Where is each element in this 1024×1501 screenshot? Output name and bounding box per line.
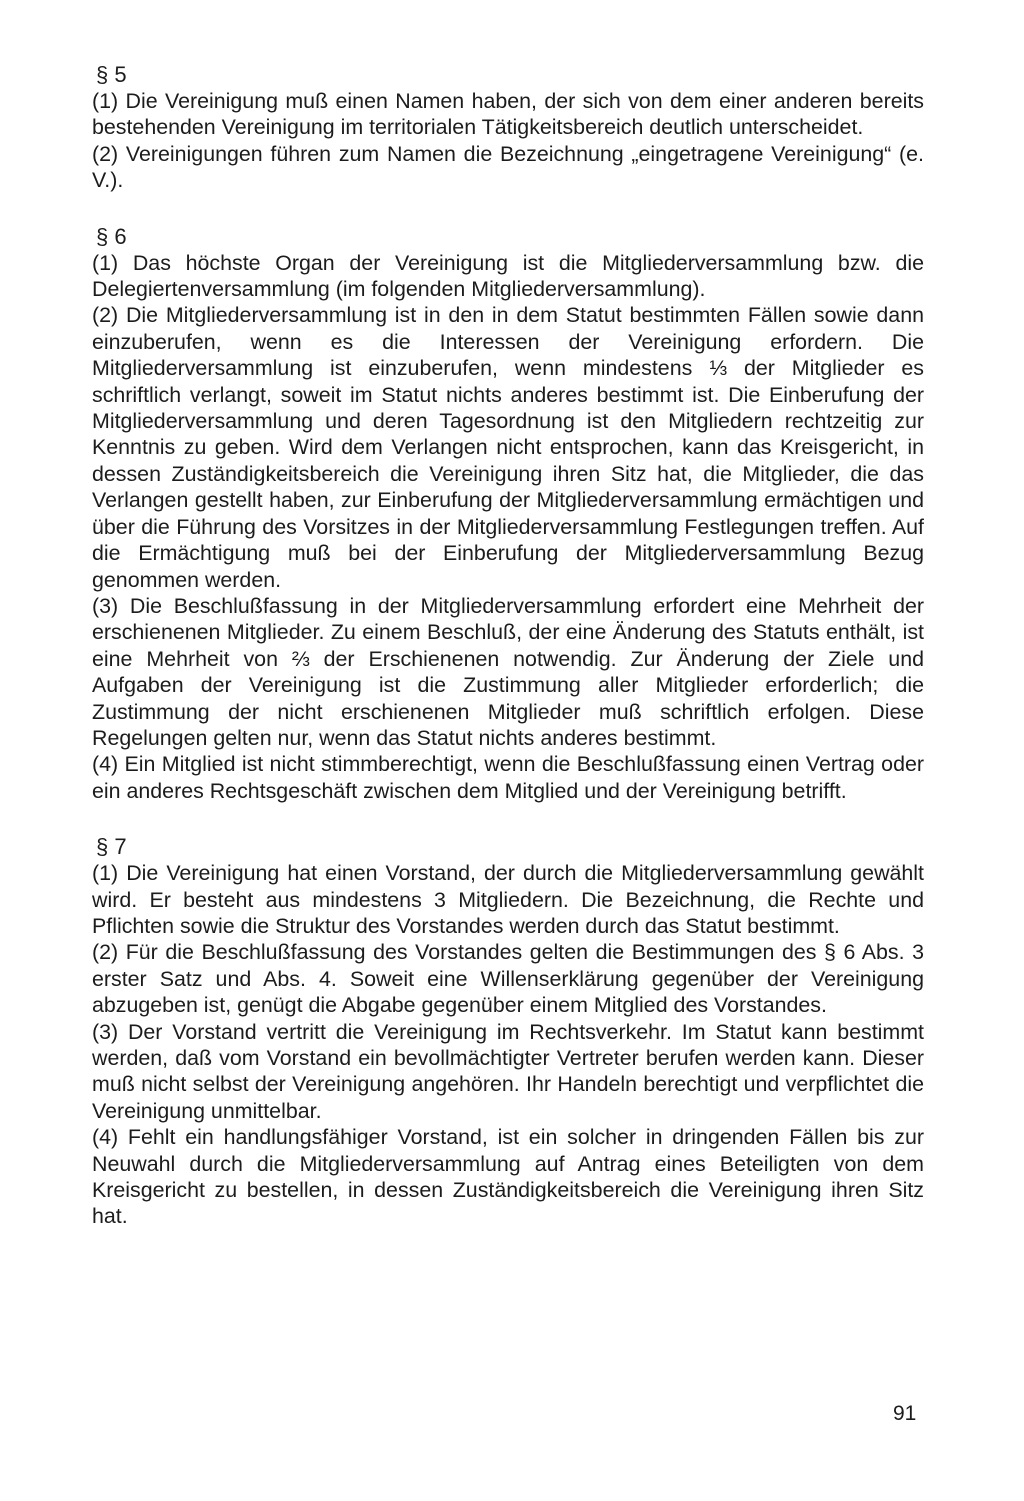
section-6 xyxy=(92,224,924,805)
section-heading: § 5 xyxy=(96,62,127,87)
paragraph: (3) Die Beschlußfassung in der Mitgliederversammlung erfordert eine Mehrheit der erschienenen Mitglieder. Zu einem Beschluß, der eine Änderung des Statuts enthält, ist eine Mehrheit von ⅔ der Erschienenen notwendig. Zur Änderung der Ziele und Aufgaben der Vereinigung ist die Zustimmung aller Mitglieder erforderlich; die Zustimmung der nicht erschienenen Mitglieder muß schriftlich erfolgen. Diese Regelungen gelten nur, wenn das Statut nichts anderes bestimmt. xyxy=(92,593,924,750)
section-7 xyxy=(92,834,924,1230)
document-page xyxy=(92,62,924,1260)
paragraph: (1) Die Vereinigung hat einen Vorstand, der durch die Mitgliederversammlung gewählt wird. Er besteht aus mindestens 3 Mitgliedern. Die Bezeichnung, die Rechte und Pflichten sowie die Struktur des Vorstandes werden durch das Statut bestimmt. xyxy=(92,861,924,938)
paragraph: (2) Die Mitgliederversammlung ist in den in dem Statut bestimmten Fällen sowie dann einzuberufen, wenn es die Interessen der Vereinigung erfordern. Die Mitgliederversammlung ist einzuberufen, wenn mindestens ⅓ der Mitglieder es schriftlich verlangt, soweit im Statut nichts anderes bestimmt ist. Die Einberufung der Mitgliederversammlung und deren Tagesordnung ist den Mitgliedern rechtzeitig zur Kenntnis zu geben. Wird dem Verlangen nicht entsprochen, kann das Kreisgericht, in dessen Zuständigkeitsbereich die Vereinigung ihren Sitz hat, die Mitglieder, die das Verlangen gestellt haben, zur Einberufung der Mitgliederversammlung ermächtigen und über die Führung des Vorsitzes in der Mitgliederversammlung Festlegungen treffen. Auf die Ermächtigung muß bei der Einberufung der Mitgliederversammlung Bezug genommen werden. xyxy=(92,303,924,592)
section-heading: § 6 xyxy=(96,223,127,249)
paragraph: (1) Die Vereinigung muß einen Namen haben, der sich von dem einer anderen bereits bestehenden Vereinigung im territorialen Tätigkeitsbereich deutlich unterscheidet. xyxy=(92,89,924,140)
page-number: 91 xyxy=(893,1402,917,1425)
paragraph: (1) Das höchste Organ der Vereinigung ist die Mitgliederversammlung bzw. die Delegiertenversammlung (im folgenden Mitgliederversammlung). xyxy=(92,250,924,302)
paragraph: (2) Vereinigungen führen zum Namen die Bezeichnung „eingetragene Vereinigung“ (e. V.). xyxy=(92,141,924,193)
section-heading: § 7 xyxy=(96,834,127,860)
paragraph: (4) Fehlt ein handlungsfähiger Vorstand, ist ein solcher in dringenden Fällen bis zur Neuwahl durch die Mitgliederversammlung auf Antrag eines Beteiligten von dem Kreisgericht zu bestellen, in dessen Zuständigkeitsbereich die Vereinigung ihren Sitz hat. xyxy=(92,1125,924,1229)
section-5 xyxy=(92,62,924,194)
paragraph: (2) Für die Beschlußfassung des Vorstandes gelten die Bestimmungen des § 6 Abs. 3 erster Satz und Abs. 4. Soweit eine Willenserklärung gegenüber der Vereinigung abzugeben ist, genügt die Abgabe gegenüber einem Mitglied des Vorstandes. xyxy=(92,940,924,1018)
paragraph: (4) Ein Mitglied ist nicht stimmberechtigt, wenn die Beschlußfassung einen Vertrag oder ein anderes Rechtsgeschäft zwischen dem Mitglied und der Vereinigung betrifft. xyxy=(92,752,924,803)
paragraph: (3) Der Vorstand vertritt die Vereinigung im Rechtsverkehr. Im Statut kann bestimmt werden, daß vom Vorstand ein bevollmächtigter Vertreter berufen werden kann. Dieser muß nicht selbst der Vereinigung angehören. Ihr Handeln berechtigt und verpflichtet die Vereinigung unmittelbar. xyxy=(92,1019,924,1123)
